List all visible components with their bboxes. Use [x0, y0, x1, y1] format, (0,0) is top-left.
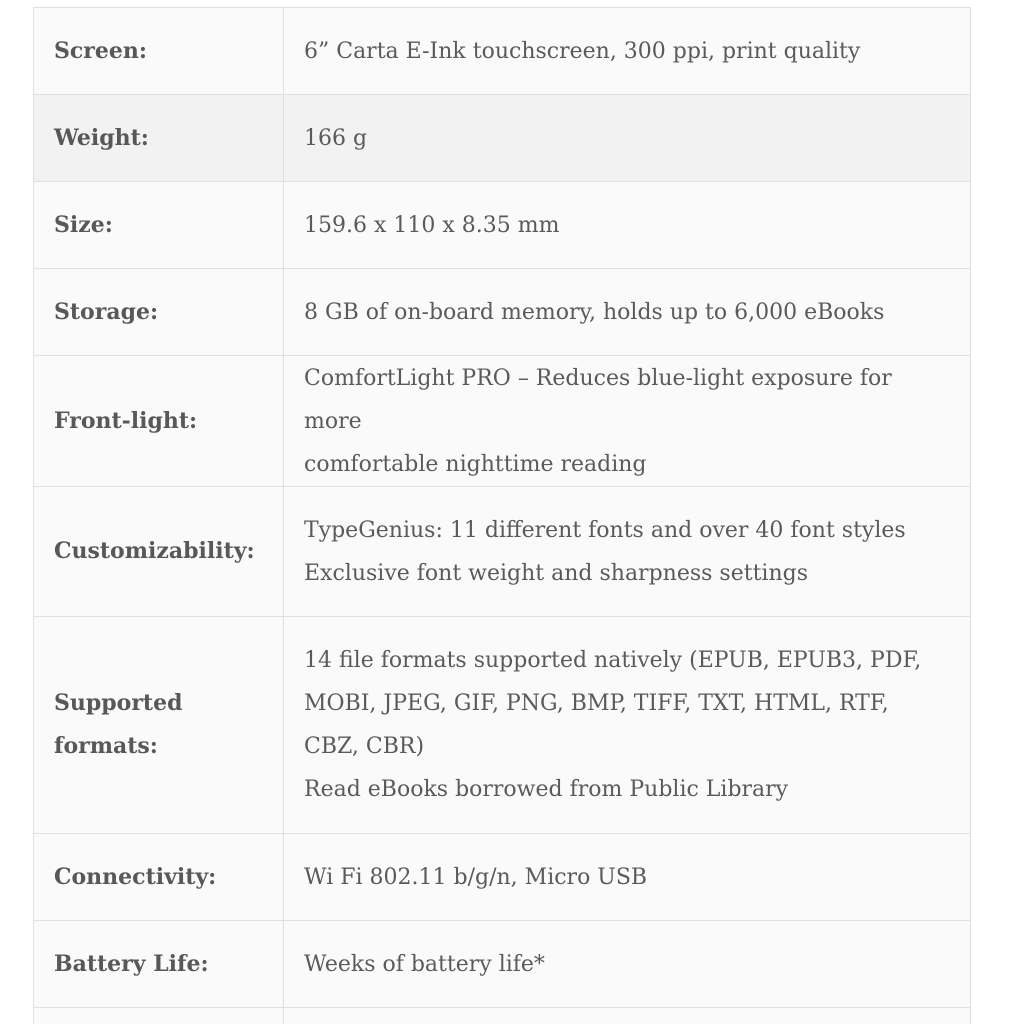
- spec-row-supported-formats: [34, 617, 971, 834]
- spec-value-line: MOBI, JPEG, GIF, PNG, BMP, TIFF, TXT, HTML, RTF,: [304, 691, 889, 716]
- spec-value: [284, 487, 971, 617]
- spec-value-line: ComfortLight PRO – Reduces blue-light exposure for more: [304, 365, 892, 434]
- spec-row-customizability: [34, 487, 971, 617]
- spec-row-size: [34, 182, 971, 269]
- spec-row-connectivity: [34, 834, 971, 921]
- spec-value-line: TypeGenius: 11 different fonts and over 40 font styles: [304, 517, 906, 543]
- spec-value-line: comfortable nighttime reading: [304, 451, 647, 477]
- spec-row-front-light: [34, 356, 971, 487]
- spec-value-line: Read eBooks borrowed from Public Library: [304, 777, 789, 802]
- spec-row-weight: [34, 95, 971, 182]
- spec-value: [284, 617, 971, 834]
- spec-value: [284, 1008, 971, 1024]
- spec-row-partial: [34, 1008, 971, 1024]
- spec-row-screen: [34, 8, 971, 95]
- spec-row-battery-life: [34, 921, 971, 1008]
- spec-value: Wi Fi 802.11 b/g/n, Micro USB: [284, 834, 971, 921]
- spec-row-storage: [34, 269, 971, 356]
- spec-value: 8 GB of on-board memory, holds up to 6,000 eBooks: [284, 269, 971, 356]
- spec-label: [34, 1008, 284, 1024]
- spec-label: Storage:: [34, 269, 284, 356]
- spec-label-line: formats:: [54, 733, 158, 759]
- spec-value: [284, 356, 971, 487]
- spec-value-line: 14 file formats supported natively (EPUB, EPUB3, PDF,: [304, 648, 922, 673]
- spec-label: Battery Life:: [34, 921, 284, 1008]
- spec-label-line: Supported: [54, 690, 183, 716]
- spec-value-line: CBZ, CBR): [304, 734, 425, 759]
- spec-value: Weeks of battery life*: [284, 921, 971, 1008]
- spec-value: 6” Carta E-Ink touchscreen, 300 ppi, print quality: [284, 8, 971, 95]
- spec-value: 159.6 x 110 x 8.35 mm: [284, 182, 971, 269]
- spec-label: [34, 617, 284, 834]
- spec-label: Connectivity:: [34, 834, 284, 921]
- spec-value-line: Exclusive font weight and sharpness settings: [304, 560, 808, 586]
- spec-label: Screen:: [34, 8, 284, 95]
- spec-table: [33, 7, 971, 1024]
- spec-label: Front-light:: [34, 356, 284, 487]
- spec-value: 166 g: [284, 95, 971, 182]
- spec-label: Weight:: [34, 95, 284, 182]
- spec-label: Customizability:: [34, 487, 284, 617]
- spec-label: Size:: [34, 182, 284, 269]
